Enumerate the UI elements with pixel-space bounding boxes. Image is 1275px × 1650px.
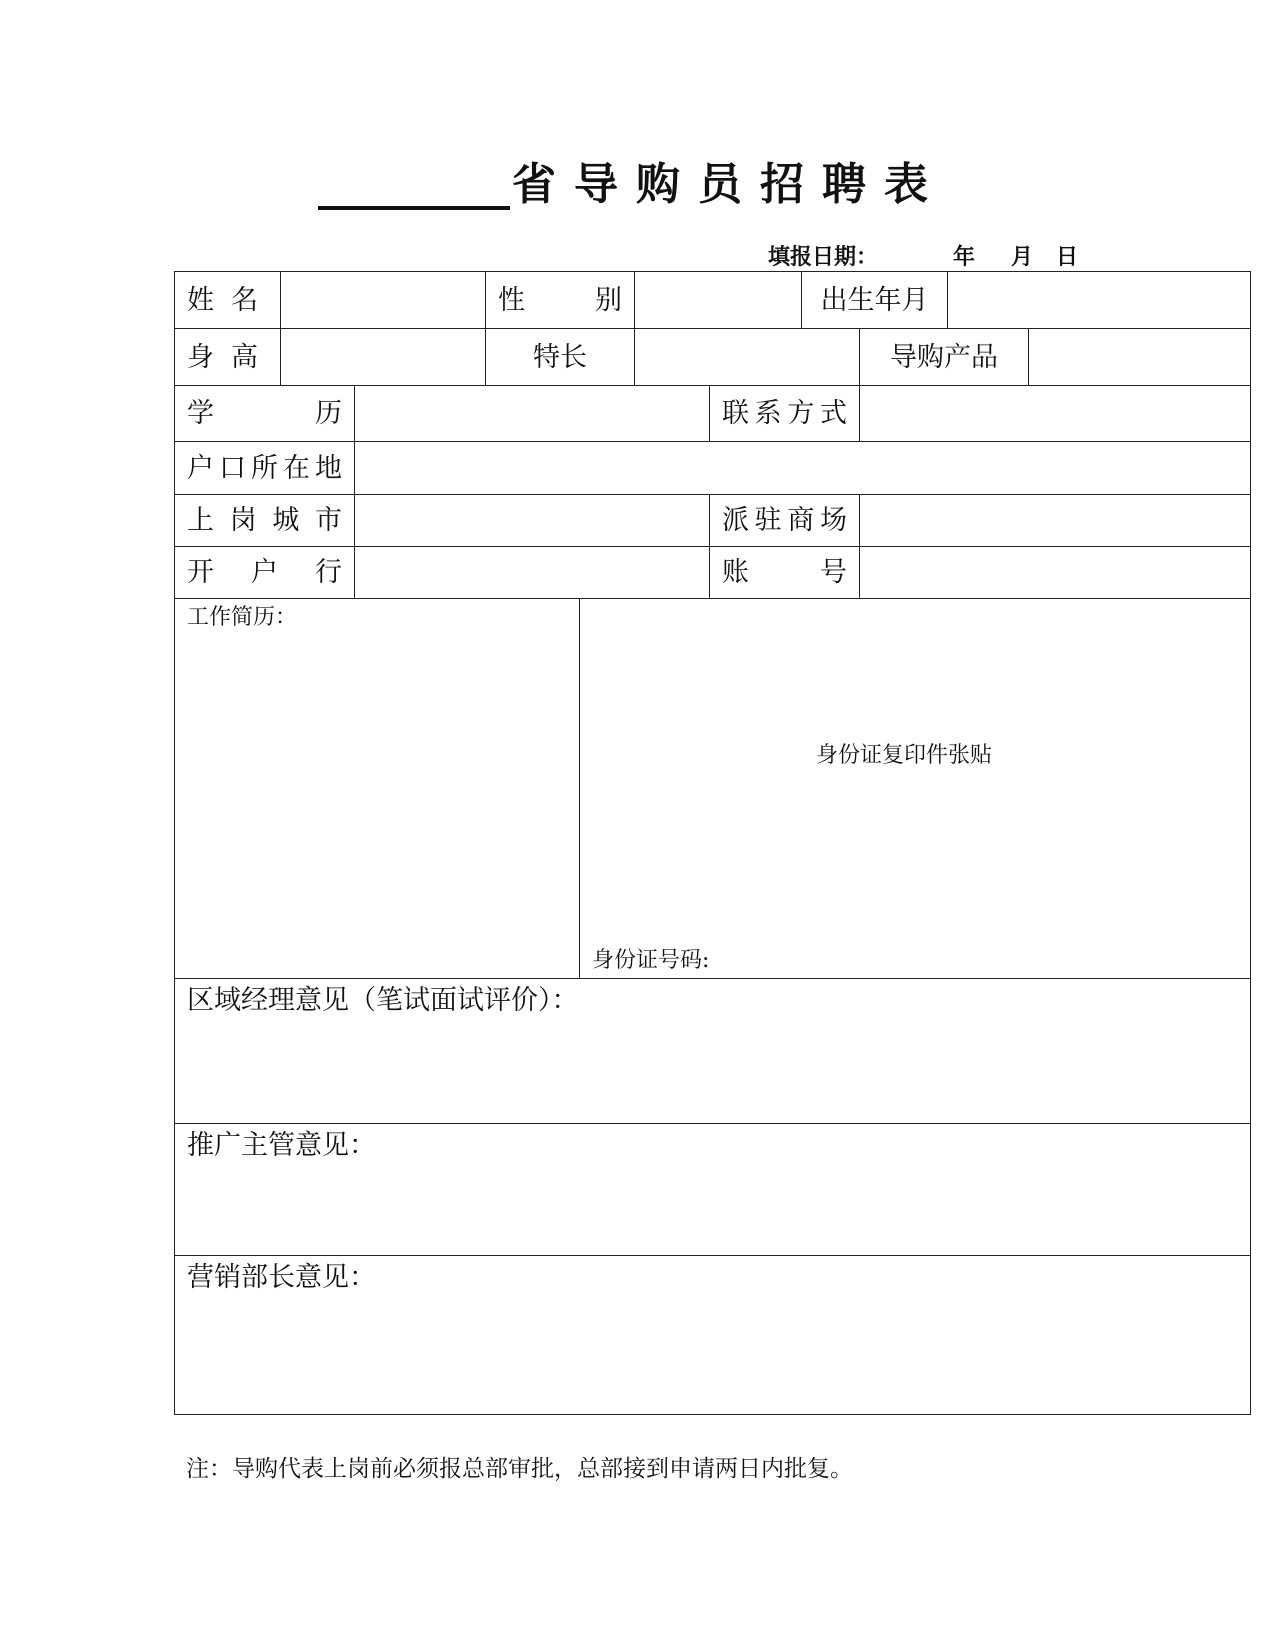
hukou-input[interactable] <box>354 441 1251 495</box>
city-label-cell <box>174 494 355 547</box>
footer-note: 注：导购代表上岗前必须报总部审批，总部接到申请两日内批复。 <box>186 1456 853 1482</box>
specialty-label: 特长 <box>533 341 587 373</box>
province-blank-line[interactable] <box>318 156 510 210</box>
city-input[interactable] <box>354 494 710 547</box>
marketing-head-opinion-label: 营销部长意见： <box>187 1262 376 1293</box>
hukou-label: 户 口 所 在 地 <box>187 452 342 484</box>
name-input[interactable] <box>280 271 486 329</box>
regional-manager-opinion-cell[interactable] <box>174 978 1251 1124</box>
mall-label-cell <box>709 494 860 547</box>
education-label: 学 历 <box>187 398 342 429</box>
regional-manager-opinion-label: 区域经理意见（笔试面试评价）： <box>187 985 579 1016</box>
product-label: 导购产品 <box>890 341 998 373</box>
contact-label-cell <box>709 385 860 442</box>
height-input[interactable] <box>280 328 486 386</box>
birth-label: 出生年月 <box>820 284 929 316</box>
bank-input[interactable] <box>354 546 710 599</box>
birth-label-cell <box>801 271 948 329</box>
fill-date-label: 填报日期： <box>768 245 879 270</box>
promotion-supervisor-opinion-label: 推广主管意见： <box>187 1130 376 1161</box>
bank-label: 开 户 行 <box>187 557 342 588</box>
gender-label-cell <box>485 271 635 329</box>
gender-label: 性 别 <box>498 284 622 316</box>
work-history-cell[interactable] <box>174 598 580 979</box>
contact-input[interactable] <box>859 385 1251 442</box>
mall-input[interactable] <box>859 494 1251 547</box>
product-label-cell <box>859 328 1029 386</box>
product-input[interactable] <box>1028 328 1251 386</box>
height-label-cell <box>174 328 281 386</box>
id-copy-cell[interactable] <box>579 598 1251 979</box>
gender-input[interactable] <box>634 271 802 329</box>
account-label: 账 号 <box>722 557 847 588</box>
id-number-label: 身份证号码: <box>592 948 710 973</box>
specialty-label-cell <box>485 328 635 386</box>
page-title <box>318 150 946 210</box>
recruitment-form <box>174 271 1251 1415</box>
title-text: 省导购员招聘表 <box>512 159 946 210</box>
hukou-label-cell <box>174 441 355 495</box>
promotion-supervisor-opinion-cell[interactable] <box>174 1123 1251 1256</box>
id-copy-label: 身份证复印件张贴 <box>816 743 993 768</box>
marketing-head-opinion-cell[interactable] <box>174 1255 1251 1415</box>
mall-label: 派 驻 商 场 <box>722 505 847 536</box>
name-label-cell <box>174 271 281 329</box>
name-label: 姓 名 <box>187 284 258 316</box>
contact-label: 联 系 方 式 <box>722 398 847 429</box>
account-input[interactable] <box>859 546 1251 599</box>
bank-label-cell <box>174 546 355 599</box>
work-history-label: 工作简历： <box>187 605 298 630</box>
fill-date-year: 年 <box>953 245 976 270</box>
city-label: 上 岗 城 市 <box>187 505 342 536</box>
birth-input[interactable] <box>947 271 1251 329</box>
education-label-cell <box>174 385 355 442</box>
height-label: 身 高 <box>187 341 258 373</box>
specialty-input[interactable] <box>634 328 860 386</box>
fill-date-day: 日 <box>1056 245 1079 270</box>
fill-date-month: 月 <box>1011 245 1034 270</box>
education-input[interactable] <box>354 385 710 442</box>
account-label-cell <box>709 546 860 599</box>
